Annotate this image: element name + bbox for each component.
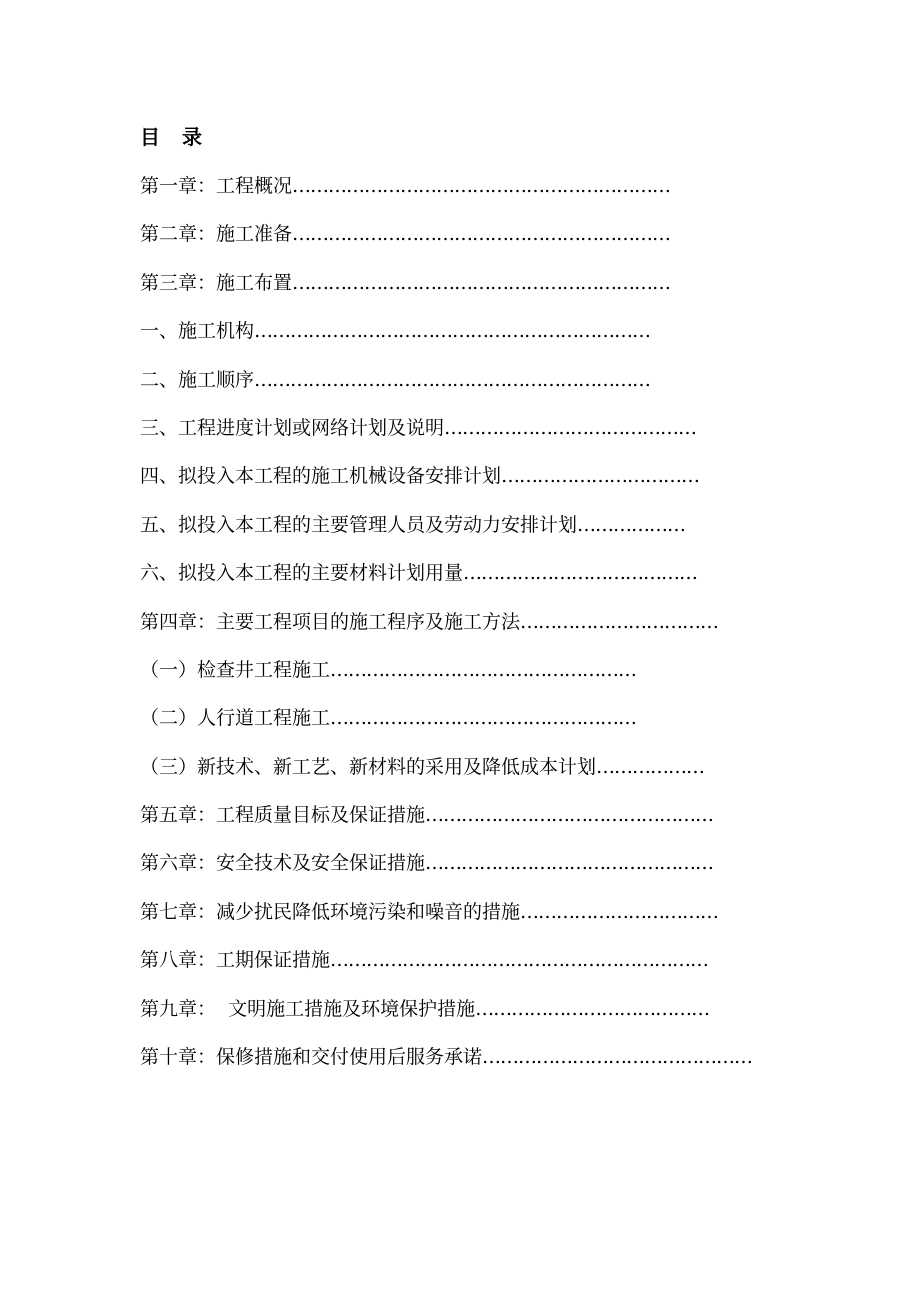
- toc-entry-text: 第四章：主要工程项目的施工程序及施工方法: [140, 610, 521, 633]
- toc-leader-dots: ……………………………………: [444, 416, 697, 439]
- toc-leader-dots: ……………………………: [520, 900, 719, 923]
- toc-entry-text: 六、拟投入本工程的主要材料计划用量: [140, 562, 464, 585]
- toc-entry-text: 第七章：减少扰民降低环境污染和噪音的措施: [140, 900, 521, 923]
- toc-entry-text: 四、拟投入本工程的施工机械设备安排计划: [140, 465, 502, 488]
- toc-entry-text: 第二章：施工准备: [140, 223, 293, 246]
- toc-entry-text: 五、拟投入本工程的主要管理人员及劳动力安排计划: [140, 513, 578, 536]
- toc-leader-dots: ………………………………………………………: [330, 949, 709, 972]
- toc-title-char-1: 目: [140, 125, 160, 149]
- toc-entry: [140, 507, 752, 555]
- toc-leader-dots: ………………………………………: [482, 1046, 753, 1069]
- toc-leader-dots: ……………………………: [520, 610, 719, 633]
- toc-entry: [140, 845, 752, 893]
- toc-entry-text: 第五章：工程质量目标及保证措施: [140, 804, 426, 827]
- toc-leader-dots: ………………………………………………………: [292, 271, 671, 294]
- toc-entry: [140, 362, 752, 410]
- toc-entry-text: 二、施工顺序: [140, 368, 255, 391]
- toc-entry: [140, 410, 752, 458]
- toc-leader-dots: ……………………………………………: [330, 658, 637, 681]
- toc-entry: [140, 797, 752, 845]
- toc-entry: [140, 313, 752, 361]
- toc-leader-dots: …………………………………………………………: [254, 320, 651, 343]
- toc-entry: [140, 216, 752, 264]
- toc-leader-dots: …………………………………………………………: [254, 368, 651, 391]
- toc-entry: [140, 749, 752, 797]
- toc-entry-text: 第六章：安全技术及安全保证措施: [140, 852, 426, 875]
- toc-leader-dots: ………………………………………………………: [292, 223, 671, 246]
- toc-leader-dots: ………………: [577, 513, 686, 536]
- toc-entry: [140, 265, 752, 313]
- toc-leader-dots: …………………………………………: [425, 804, 714, 827]
- toc-entry: [140, 1039, 752, 1087]
- toc-leader-dots: ………………: [596, 755, 705, 778]
- toc-entry: [140, 652, 752, 700]
- toc-leader-dots: …………………………………: [475, 997, 710, 1020]
- toc-leader-dots: …………………………………………: [425, 852, 714, 875]
- toc-entry-text: 第九章： 文明施工措施及环境保护措施: [140, 997, 476, 1020]
- toc-entry-text: （一）检查井工程施工: [140, 658, 331, 681]
- toc-leader-dots: ……………………………………………: [330, 707, 637, 730]
- toc-entry: [140, 942, 752, 990]
- toc-entry-text: 第一章：工程概况: [140, 175, 293, 197]
- toc-entry: [140, 991, 752, 1039]
- toc-leader-dots: ………………………………………………………: [292, 175, 671, 197]
- toc-entry: [140, 168, 752, 216]
- toc-entry-text: （二）人行道工程施工: [140, 707, 331, 730]
- toc-entry-text: 第八章：工期保证措施: [140, 949, 331, 972]
- toc-entry-text: 三、工程进度计划或网络计划及说明: [140, 416, 445, 439]
- toc-list: [140, 168, 752, 1087]
- toc-entry-text: 第十章：保修措施和交付使用后服务承诺: [140, 1046, 483, 1069]
- toc-leader-dots: ……………………………: [501, 465, 700, 488]
- toc-entry: [140, 555, 752, 603]
- toc-entry: [140, 894, 752, 942]
- toc-entry: [140, 700, 752, 748]
- toc-entry: [140, 604, 752, 652]
- toc-entry-text: 一、施工机构: [140, 320, 255, 343]
- toc-entry-text: 第三章：施工布置: [140, 271, 293, 294]
- toc-entry-text: （三）新技术、新工艺、新材料的采用及降低成本计划: [140, 755, 597, 778]
- toc-entry: [140, 458, 752, 506]
- toc-title: [140, 122, 202, 152]
- toc-title-char-2: 录: [182, 125, 202, 149]
- toc-leader-dots: …………………………………: [463, 562, 698, 585]
